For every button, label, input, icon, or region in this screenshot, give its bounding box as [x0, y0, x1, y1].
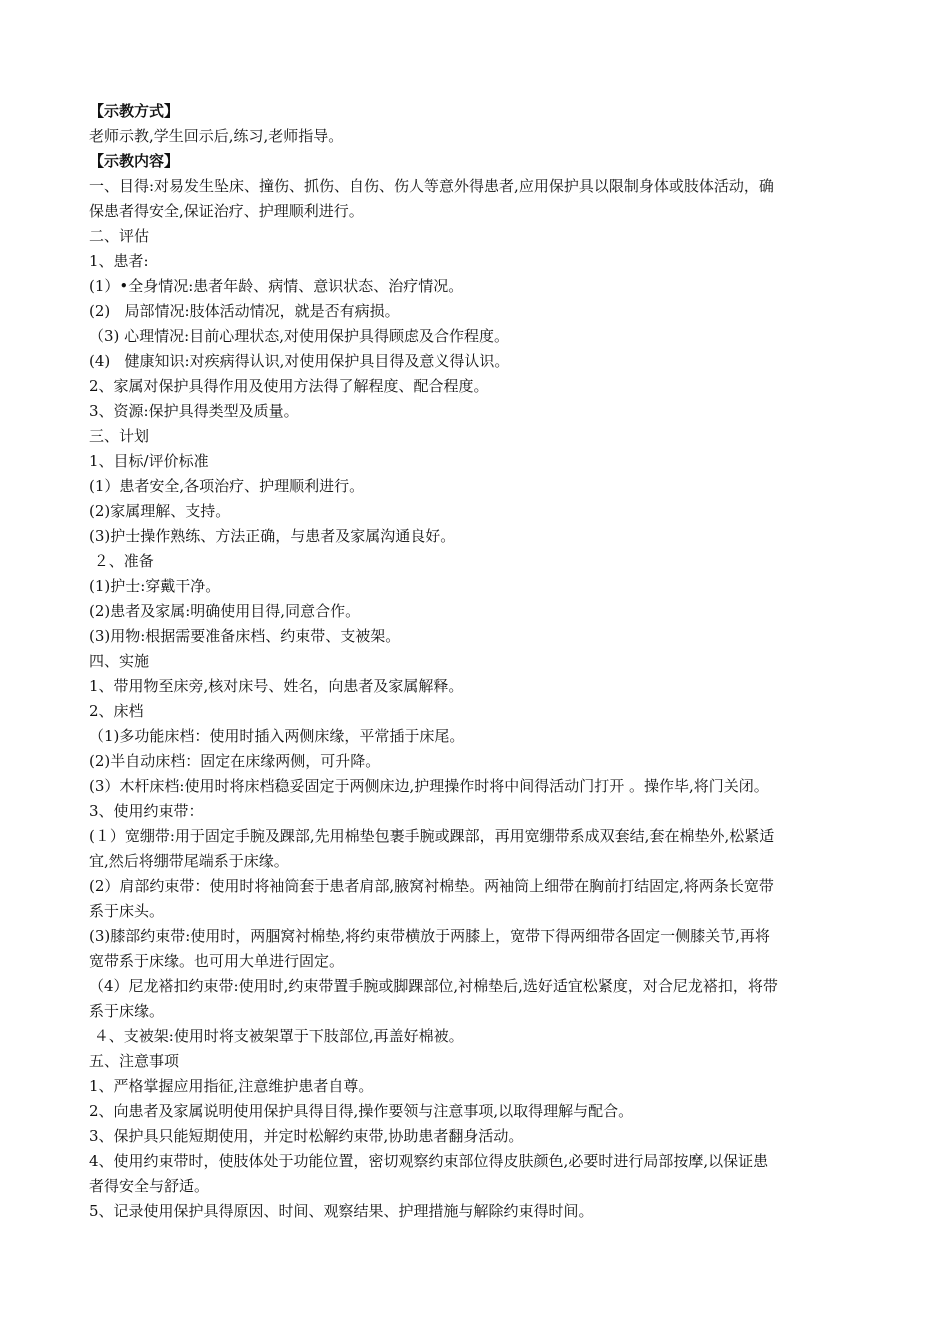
document-page — [89, 99, 869, 1224]
restraint-knee-line-2: 宽带系于床缘。也可用大单进行固定。 — [89, 952, 345, 970]
restraint-shoulder-line-2: 系于床头。 — [89, 902, 165, 920]
method-text: 老师示教,学生回示后,练习,老师指导。 — [89, 127, 344, 145]
restraint-wide-bandage-line-2: 宜,然后将绷带尾端系于床缘。 — [89, 852, 289, 870]
plan-item: (1)护士:穿戴干净。 — [89, 577, 221, 595]
purpose-line-1: 一、目得:对易发生坠床、撞伤、抓伤、自伤、伤人等意外得患者,应用保护具以限制身体或肢体活动，确 — [89, 177, 774, 195]
plan-item: (3)用物:根据需要准备床档、约束带、支被架。 — [89, 627, 401, 645]
assessment-item: 3、资源:保护具得类型及质量。 — [89, 402, 299, 420]
assessment-title: 二、评估 — [89, 227, 150, 245]
implementation-item: (3）木杆床档:使用时将床档稳妥固定于两侧床边,护理操作时将中间得活动门打开 。操作毕,将门关闭。 — [89, 777, 769, 795]
assessment-item: （3) 心理情况:目前心理状态,对使用保护具得顾虑及合作程度。 — [89, 327, 509, 345]
notes-item: 1、严格掌握应用指征,注意维护患者自尊。 — [89, 1077, 374, 1095]
implementation-cradle: ４、支被架:使用时将支被架罩于下肢部位,再盖好棉被。 — [89, 1027, 464, 1045]
restraint-knee-line-1: (3)膝部约束带:使用时，两腘窝衬棉垫,将约束带横放于两膝上，宽带下得两细带各固定一侧膝关节,再将 — [89, 927, 770, 945]
plan-item: (2)患者及家属:明确使用目得,同意合作。 — [89, 602, 361, 620]
method-heading: 【示教方式】 — [89, 102, 180, 120]
notes-item-5: 5、记录使用保护具得原因、时间、观察结果、护理措施与解除约束得时间。 — [89, 1202, 594, 1220]
content-heading: 【示教内容】 — [89, 152, 180, 170]
notes-item-4-line-1: 4、使用约束带时，使肢体处于功能位置，密切观察约束部位得皮肤颜色,必要时进行局部按摩,以保证患 — [89, 1152, 769, 1170]
purpose-line-2: 保患者得安全,保证治疗、护理顺利进行。 — [89, 202, 364, 220]
implementation-title: 四、实施 — [89, 652, 150, 670]
notes-item: 3、保护具只能短期使用，并定时松解约束带,协助患者翻身活动。 — [89, 1127, 524, 1145]
plan-item: (2)家属理解、支持。 — [89, 502, 231, 520]
implementation-item: 1、带用物至床旁,核对床号、姓名，向患者及家属解释。 — [89, 677, 464, 695]
plan-item: (1）患者安全,各项治疗、护理顺利进行。 — [89, 477, 365, 495]
plan-title: 三、计划 — [89, 427, 150, 445]
restraint-velcro-line-1: （4）尼龙褡扣约束带:使用时,约束带置手腕或脚踝部位,衬棉垫后,选好适宜松紧度，对合尼龙褡扣，将带 — [89, 977, 778, 995]
plan-item: 1、目标/评价标准 — [89, 452, 209, 470]
implementation-item: （1)多功能床档：使用时插入两侧床缘，平常插于床尾。 — [89, 727, 465, 745]
assessment-item: (4) 健康知识:对疾病得认识,对使用保护具目得及意义得认识。 — [89, 352, 510, 370]
assessment-item: (1）•全身情况:患者年龄、病情、意识状态、治疗情况。 — [89, 277, 464, 295]
notes-title: 五、注意事项 — [89, 1052, 180, 1070]
plan-item: ２、准备 — [89, 552, 154, 570]
assessment-item: 2、家属对保护具得作用及使用方法得了解程度、配合程度。 — [89, 377, 489, 395]
implementation-item: (2)半自动床档：固定在床缘两侧，可升降。 — [89, 752, 381, 770]
restraint-shoulder-line-1: (2）肩部约束带：使用时将袖筒套于患者肩部,腋窝衬棉垫。两袖筒上细带在胸前打结固定,将两条长宽带 — [89, 877, 774, 895]
assessment-item: (2) 局部情况:肢体活动情况，就是否有病损。 — [89, 302, 400, 320]
implementation-item: 3、使用约束带： — [89, 802, 204, 820]
implementation-item: 2、床档 — [89, 702, 144, 720]
notes-item: 2、向患者及家属说明使用保护具得目得,操作要领与注意事项,以取得理解与配合。 — [89, 1102, 634, 1120]
assessment-patient-title: 1、患者: — [89, 252, 149, 270]
notes-item-4-line-2: 者得安全与舒适。 — [89, 1177, 210, 1195]
restraint-wide-bandage-line-1: (１）宽绷带:用于固定手腕及踝部,先用棉垫包裹手腕或踝部，再用宽绷带系成双套结,套在棉垫外,松紧适 — [89, 827, 775, 845]
plan-item: (3)护士操作熟练、方法正确，与患者及家属沟通良好。 — [89, 527, 456, 545]
restraint-velcro-line-2: 系于床缘。 — [89, 1002, 165, 1020]
